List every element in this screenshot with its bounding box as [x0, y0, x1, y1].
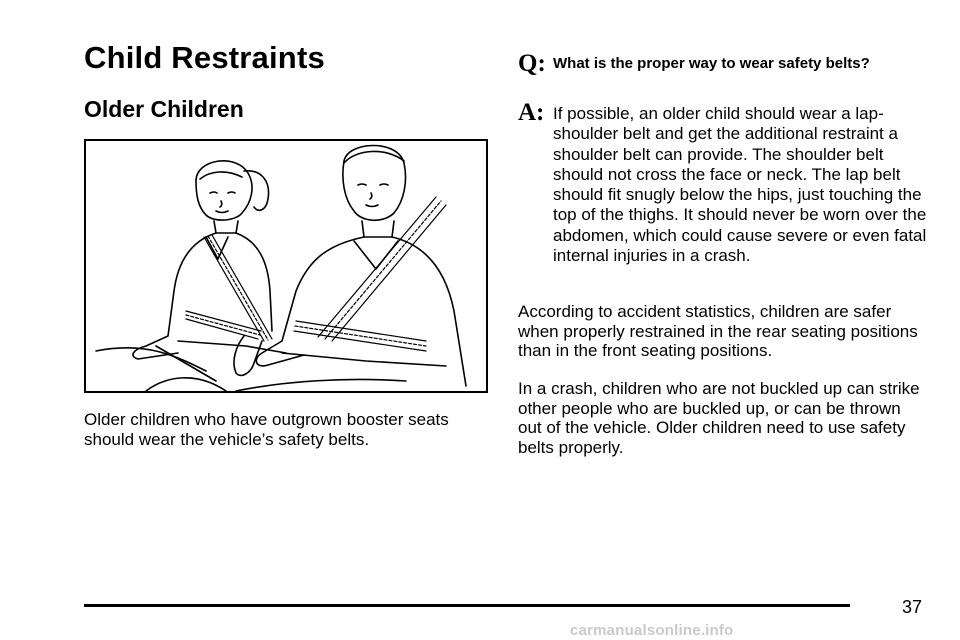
question-text: What is the proper way to wear safety belts?	[553, 55, 870, 72]
boy-lap-belt	[294, 321, 426, 351]
footer-rule	[84, 604, 850, 607]
boy-shoulder-belt	[318, 197, 446, 341]
answer-marker: A:	[518, 99, 545, 126]
page-title: Child Restraints	[84, 40, 325, 75]
boy-figure	[236, 146, 466, 392]
crash-paragraph: In a crash, children who are not buckled up can strike other people who are buckled up, or can be thrown out of the vehicle. Older children need to use safety belts properly.	[518, 379, 920, 457]
answer-text: If possible, an older child should wear a lap-shoulder belt and get the additional restraint a shoulder belt can provide. The shoulder belt should not cross the face or neck. The lap belt should fit snugly below the hips, just touching the top of the thighs. It should never be worn over the abdomen, which could cause severe or even fatal internal injuries in a crash.	[553, 104, 927, 266]
statistics-paragraph: According to accident statistics, children are safer when properly restrained in the rear seating positions than in the front seating positions.	[518, 302, 918, 360]
intro-paragraph: Older children who have outgrown booster seats should wear the vehicle’s safety belts.	[84, 410, 449, 449]
watermark: carmanualsonline.info	[570, 622, 734, 639]
section-heading: Older Children	[84, 96, 244, 122]
girl-figure	[133, 161, 286, 381]
children-seatbelt-illustration	[84, 139, 488, 393]
seat-line	[96, 348, 206, 371]
question-marker: Q:	[518, 50, 546, 77]
page-number: 37	[902, 597, 923, 617]
